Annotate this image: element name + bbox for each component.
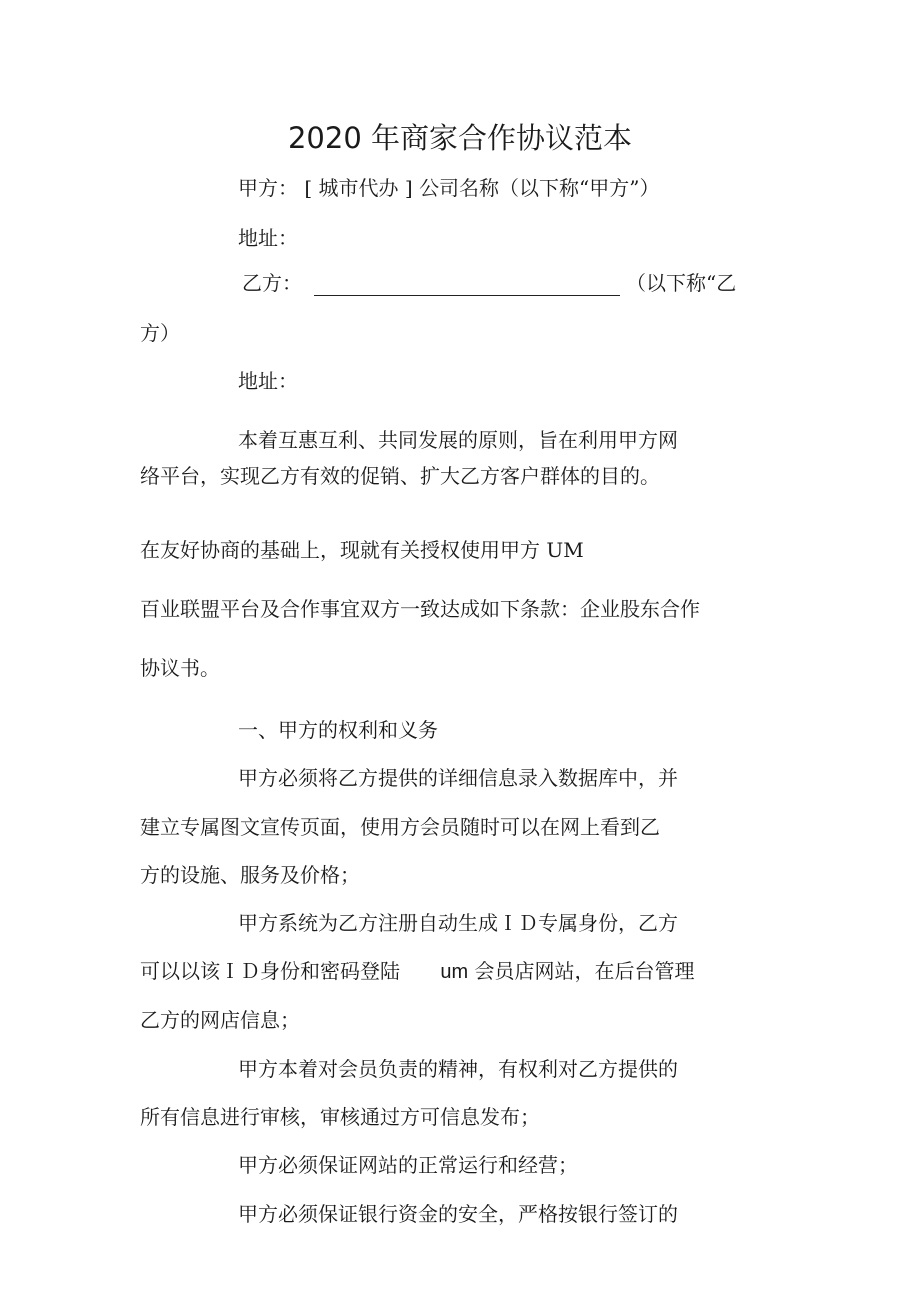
intro-line-3: 在友好协商的基础上，现就有关授权使用甲方 UM [140, 538, 584, 562]
party-b-line [242, 270, 736, 296]
s1-p3-line-1: 甲方本着对会员负责的精神，有权利对乙方提供的 [238, 1057, 678, 1081]
party-b-name-blank [314, 273, 620, 296]
party-b-label: 乙方： [242, 271, 302, 295]
s1-p4: 甲方必须保证网站的正常运行和经营； [238, 1153, 578, 1177]
s1-p2-line-1: 甲方系统为乙方注册自动生成ＩＤ专属身份，乙方 [238, 911, 678, 935]
um-text: um [440, 961, 469, 983]
s1-p1-line-3: 方的设施、服务及价格； [140, 863, 360, 887]
s1-p5: 甲方必须保证银行资金的安全，严格按银行签订的 [238, 1202, 678, 1226]
party-a-name: 公司名称（以下称“甲方”） [419, 176, 660, 200]
s1-p3-line-2: 所有信息进行审核，审核通过方可信息发布； [140, 1105, 540, 1129]
bracket-open: [ [304, 176, 313, 200]
party-b-suffix-continued: 方） [140, 321, 180, 345]
party-a-line [238, 175, 660, 201]
s1-p1-line-2: 建立专属图文宣传页面，使用方会员随时可以在网上看到乙 [140, 815, 660, 839]
intro-line-1: 本着互惠互利、共同发展的原则，旨在利用甲方网 [238, 428, 678, 452]
party-b-suffix: （以下称“乙 [626, 271, 737, 295]
intro-line-2: 络平台，实现乙方有效的促销、扩大乙方客户群体的目的。 [140, 464, 660, 488]
s1-p2-line-2 [140, 958, 695, 985]
party-a-city: 城市代办 [318, 176, 399, 200]
s1-p2-line-3: 乙方的网店信息； [140, 1008, 300, 1032]
s1-p1-line-1: 甲方必须将乙方提供的详细信息录入数据库中，并 [238, 766, 678, 790]
party-a-label: 甲方： [238, 176, 298, 200]
s1-p2-text-c: 会员店网站，在后台管理 [474, 959, 695, 983]
document-title: 2020 年商家合作协议范本 [287, 121, 633, 155]
section-1-heading: 一、甲方的权利和义务 [238, 718, 438, 742]
party-a-address-label: 地址： [238, 226, 298, 250]
intro-line-5: 协议书。 [140, 656, 220, 680]
s1-p2-text-a: 可以以该ＩＤ身份和密码登陆 [140, 959, 400, 983]
bracket-close: ] [404, 176, 413, 200]
intro-line-4: 百业联盟平台及合作事宜双方一致达成如下条款：企业股东合作 [140, 597, 700, 621]
party-b-address-label: 地址： [238, 369, 298, 393]
